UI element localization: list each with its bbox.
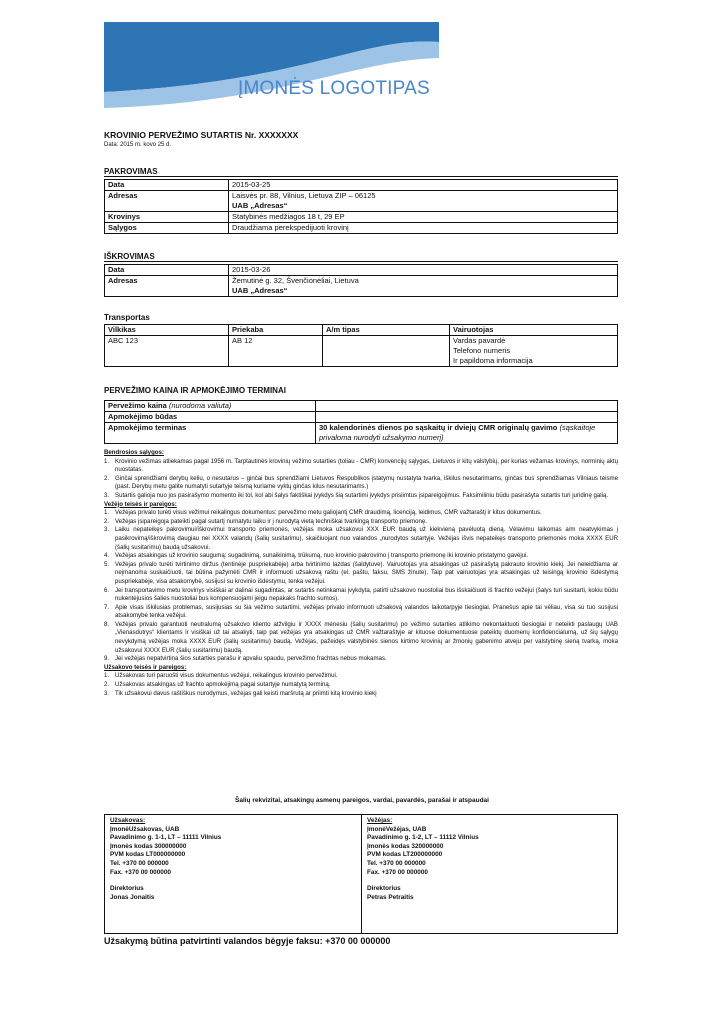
driver-line: Vardas pavardė <box>453 336 506 345</box>
address-line: Žemutinė g. 32, Švenčionėliai, Lietuva <box>232 276 359 285</box>
table-value <box>316 412 618 423</box>
table-row <box>105 223 618 234</box>
table-value: Statybinės medžiagos 18 t, 29 EP <box>229 212 618 223</box>
detail-line: ĮmonėVežėjas, UAB <box>367 825 427 833</box>
list-item: 2. Ginčai sprendžiami derybų keliu, o nesutarus – ginčai bus sprendžiami Lietuvos Respublikos įstatymų nustatyta tvarka, iškilus nesutarimams, ginčas bus sprendžiamas Vilniaus teisme (past. Derybų metu galite numatyti sutartyje teismą kuriame vyktų ginčas kilus nesutarimams.) <box>104 474 618 491</box>
table-label: Adresas <box>105 276 229 297</box>
table-value: Draudžiama perekspedijuoti krovinį <box>229 223 618 234</box>
table-label: Data <box>105 265 229 276</box>
table-value <box>229 276 618 297</box>
table-value <box>229 191 618 212</box>
list-item: 9. Jei vežėjas nepatvirtina šios sutarties parašu ir apvaliu spaudu, pervežimo frachtas nebus mokamas. <box>104 655 387 663</box>
table-label: Pervežimo kaina (nurodoma valiuta) <box>105 401 316 412</box>
unloading-section-heading: IŠKROVIMAS <box>104 252 618 262</box>
contract-terms <box>104 449 618 698</box>
detail-line: ĮmonėUžsakovas, UAB <box>110 825 180 833</box>
signatory-position: Direktorius <box>367 885 401 893</box>
party-role: Vežėjas: <box>367 817 393 824</box>
list-item: 5. Vežėjas privalo turėti tvirtinimo diržus (tentinėje puspriekabėje) arba tvirtinimo lazdas (šaldytuve). Vairuotojas yra atsakingas už pasirašytą pakrauto krovinio kiekį. Jei neleidžiama ar neįmanoma suskaičiuoti, tai būtina pažymėti CMR ir informuoti užsakovą raštu (el. paštu, faksu, SMS žinute). Taip pat vairuotojas yra atsakingas už teisingą krovinio išdėstymą puspriekabėje, visa atsakomybė, susijusi su krovinio išdėstymu, tenka vežėjui. <box>104 560 618 585</box>
table-label: Sąlygos <box>105 223 229 234</box>
table-row <box>105 265 618 276</box>
unloading-table <box>104 264 618 297</box>
table-label: Data <box>105 180 229 191</box>
column-header: Vilkikas <box>105 325 229 336</box>
table-cell: AB 12 <box>229 336 323 367</box>
list-item: 2. Užsakovas atsakingas už frachto apmokėjimą pagal sutartyje numatytą terminą. <box>104 681 331 689</box>
column-header: A/m tipas <box>323 325 450 336</box>
detail-line: Pavadinimo g. 1-1, LT – 11111 Vilnius <box>110 834 222 842</box>
table-value <box>316 401 618 412</box>
column-header: Vairuotojas <box>450 325 618 336</box>
table-value: 2015-03-26 <box>229 265 618 276</box>
detail-line: Fax. +370 00 000000 <box>110 868 171 876</box>
table-label: Apmokėjimo terminas <box>105 423 316 444</box>
table-row <box>105 180 618 191</box>
company-logo-text: ĮMONĖS LOGOTIPAS <box>238 78 430 99</box>
transport-table <box>104 324 618 367</box>
list-item: 3. Tik užsakovui davus raštiškus nurodymus, vežėjas gali keisti maršrutą ar priimti kitą krovinio kiekį <box>104 689 377 697</box>
list-item: 2. Vežėjas įsipareigoja pateikti pagal sutartį numatytu laiku ir į nurodytą vietą techniškai tvarkingą transporto priemonę. <box>104 517 427 525</box>
list-item: 6. Jei transportavimo metu krovinys visiškai ar dalinai sugadintas, ar sutartis netinkamai įvykdyta, patirti užsakovo nuostoliai bus išskaičiuoti iš frachto vežėjui (šalys turi susitarti, kokiu būdu nukentėjusios šalies nuostoliai bus kompensuojami jeigu nepakaks frachto sumos). <box>104 586 618 603</box>
driver-line: Telefono numeris <box>453 346 511 355</box>
footer-note: Užsakymą būtina patvirtinti valandos bėgyje faksu: +370 00 000000 <box>104 936 391 946</box>
address-company: UAB „Adresas“ <box>232 286 288 295</box>
list-item: 1. Užsakovas turi paruošti visus dokumentus vežėjui, reikalingus krovinio pervežimui. <box>104 672 338 680</box>
price-table <box>104 400 618 444</box>
detail-line: PVM kodas LT200000000 <box>367 851 443 859</box>
list-item: 3. Sutartis galioja nuo jos pasirašymo momento iki tol, kol abi šalys faktiškai įvykdys šią sutartimi įvykdys prisiimtus įsipareigojimus. Faksimiliniu būdu pasirašyta sutartis turi juridinę galią. <box>104 491 609 499</box>
table-value: 2015-03-25 <box>229 180 618 191</box>
list-item: 7. Apie visas iškilusias problemas, susijusias su šia vežimo sutartimi, vežėjas privalo informuoti užsakovą valandos laikotarpyje tiesiogiai. Pranešus apie tai vėliau, visa su tuo susijusi atsakomybė tenka vežėjui. <box>104 603 618 620</box>
client-details <box>105 815 361 933</box>
detail-line: PVM kodas LT000000000 <box>110 851 186 859</box>
address-line: Laisvės pr. 88, Vilnius, Lietuva ZIP – 06125 <box>232 191 376 200</box>
table-header-row <box>105 325 618 336</box>
loading-section-heading: PAKROVIMAS <box>104 167 618 177</box>
carrier-details <box>361 815 617 933</box>
table-row <box>105 276 618 297</box>
list-item: 1. Vežėjas privalo turėti visus vežimui reikalingus dokumentus: pervežimo metu galiojantį CMR draudimą, licenciją, leidimus, CMR važtaraštį ir kitus dokumentus. <box>104 509 542 517</box>
signatures-box <box>104 814 618 934</box>
table-cell: ABC 123 <box>105 336 229 367</box>
detail-line: Tel. +370 00 000000 <box>110 859 169 867</box>
carrier-terms-heading: Vežėjo teisės ir pareigos: <box>104 500 177 508</box>
table-label: Apmokėjimo būdas <box>105 412 316 423</box>
table-row <box>105 401 618 412</box>
list-item: 4. Vežėjas atsakingas už krovinio saugumą: sugadinimą, sunaikinimą, trūkumą, nuo krovinio pakrovimo į transporto priemonę iki krovinio pristatymo gavėjui. <box>104 552 529 560</box>
detail-line: Fax. +370 00 000000 <box>367 868 428 876</box>
signatory-name: Petras Petraitis <box>367 893 414 901</box>
table-row <box>105 336 618 367</box>
list-item: 1. Krovinio vežimas atliekamas pagal 1956 m. Tarptautinės krovinių vežimo sutarties (toliau - CMR) konvencijų sąlygas, Lietuvos ir kitų valstybių, per kurias vežamas krovinys, norminių aktų nuostatas. <box>104 457 618 474</box>
general-terms-heading: Bendrosios sąlygos: <box>104 449 164 456</box>
address-company: UAB „Adresas“ <box>232 201 288 210</box>
table-cell <box>450 336 618 367</box>
party-role: Užsakovas: <box>110 817 146 824</box>
column-header: Priekaba <box>229 325 323 336</box>
driver-line: Ir papildoma informacija <box>453 356 533 365</box>
contract-title: KROVINIO PERVEŽIMO SUTARTIS Nr. XXXXXXX <box>104 130 299 140</box>
table-cell <box>323 336 450 367</box>
signatures-title: Šalių rekvizitai, atsakingų asmenų pareigos, vardai, pavardės, parašai ir atspaudai <box>235 797 489 804</box>
detail-line: Įmonės kodas 300000000 <box>110 842 187 850</box>
detail-line: Tel. +370 00 000000 <box>367 859 426 867</box>
list-item: 3. Laiku nepateikęs pakrovimui/iškrovimui transporto priemonės, vežėjas moka užsakovui XXX EUR baudą už kiekvieną pavėluotą dieną. Vėlavimu laikomas a/m neatvykimas į pasikrovimą/iškrovimą daugiau nei XXXX valandų (šalių susitarimu), skaičiuojant nuo valandos „nurodytos sutartyje. Vežėjas išvis nepateikęs transporto priemonės moka XXXX EUR (šalių susitarimu) baudą užsakovui. <box>104 526 618 551</box>
detail-line: Pavadinimo g. 1-2, LT – 11112 Vilnius <box>367 834 479 842</box>
table-label: Krovinys <box>105 212 229 223</box>
table-row <box>105 212 618 223</box>
contract-date: Data: 2015 m. kovo 25 d. <box>104 142 172 148</box>
table-row <box>105 412 618 423</box>
signatory-position: Direktorius <box>110 885 144 893</box>
table-label: Adresas <box>105 191 229 212</box>
client-terms-heading: Užsakovo teisės ir pareigos: <box>104 663 187 671</box>
signatory-name: Jonas Jonaitis <box>110 893 155 901</box>
table-row <box>105 191 618 212</box>
table-row <box>105 423 618 444</box>
transport-section-heading: Transportas <box>104 313 150 322</box>
detail-line: Įmonės kodas 320000000 <box>367 842 444 850</box>
loading-table <box>104 179 618 234</box>
list-item: 8. Vežėjas privalo garantuoti neutralumą užsakovo kliento atžvilgiu ir XXXX mėnesiu (šalių susitarimu) po vežimo sutarties atlikimo nekontaktuoti tiesiogiai ir neteikti paslaugų UAB „Vienasdutrys“ klientams ir visiškai už tai atsakyti, taip pat vežėjas yra atsakingas už CMR važtaraštyje ar kituose dokumentuose pateiktų duomenų konfidencialumą, už šių sąlygų nevykdymą vežėjas moka XXXX EUR (šalių susitarimu) baudą. Vežėjas, pažeidęs valstybinės sienos kirtimo krovinių ar žmonių gabenimo atveju per valstybinę sieną tvarką, moka užsakovui XXXX EUR (šalių susitarimu) baudą. <box>104 620 618 654</box>
table-value: 30 kalendorinės dienos po sąskaitų ir dviejų CMR originalų gavimo (sąskaitoje privaloma nurodyti užsakymo numerį) <box>316 423 618 444</box>
price-section-heading: PERVEŽIMO KAINA IR APMOKĖJIMO TERMINAI <box>104 386 286 395</box>
